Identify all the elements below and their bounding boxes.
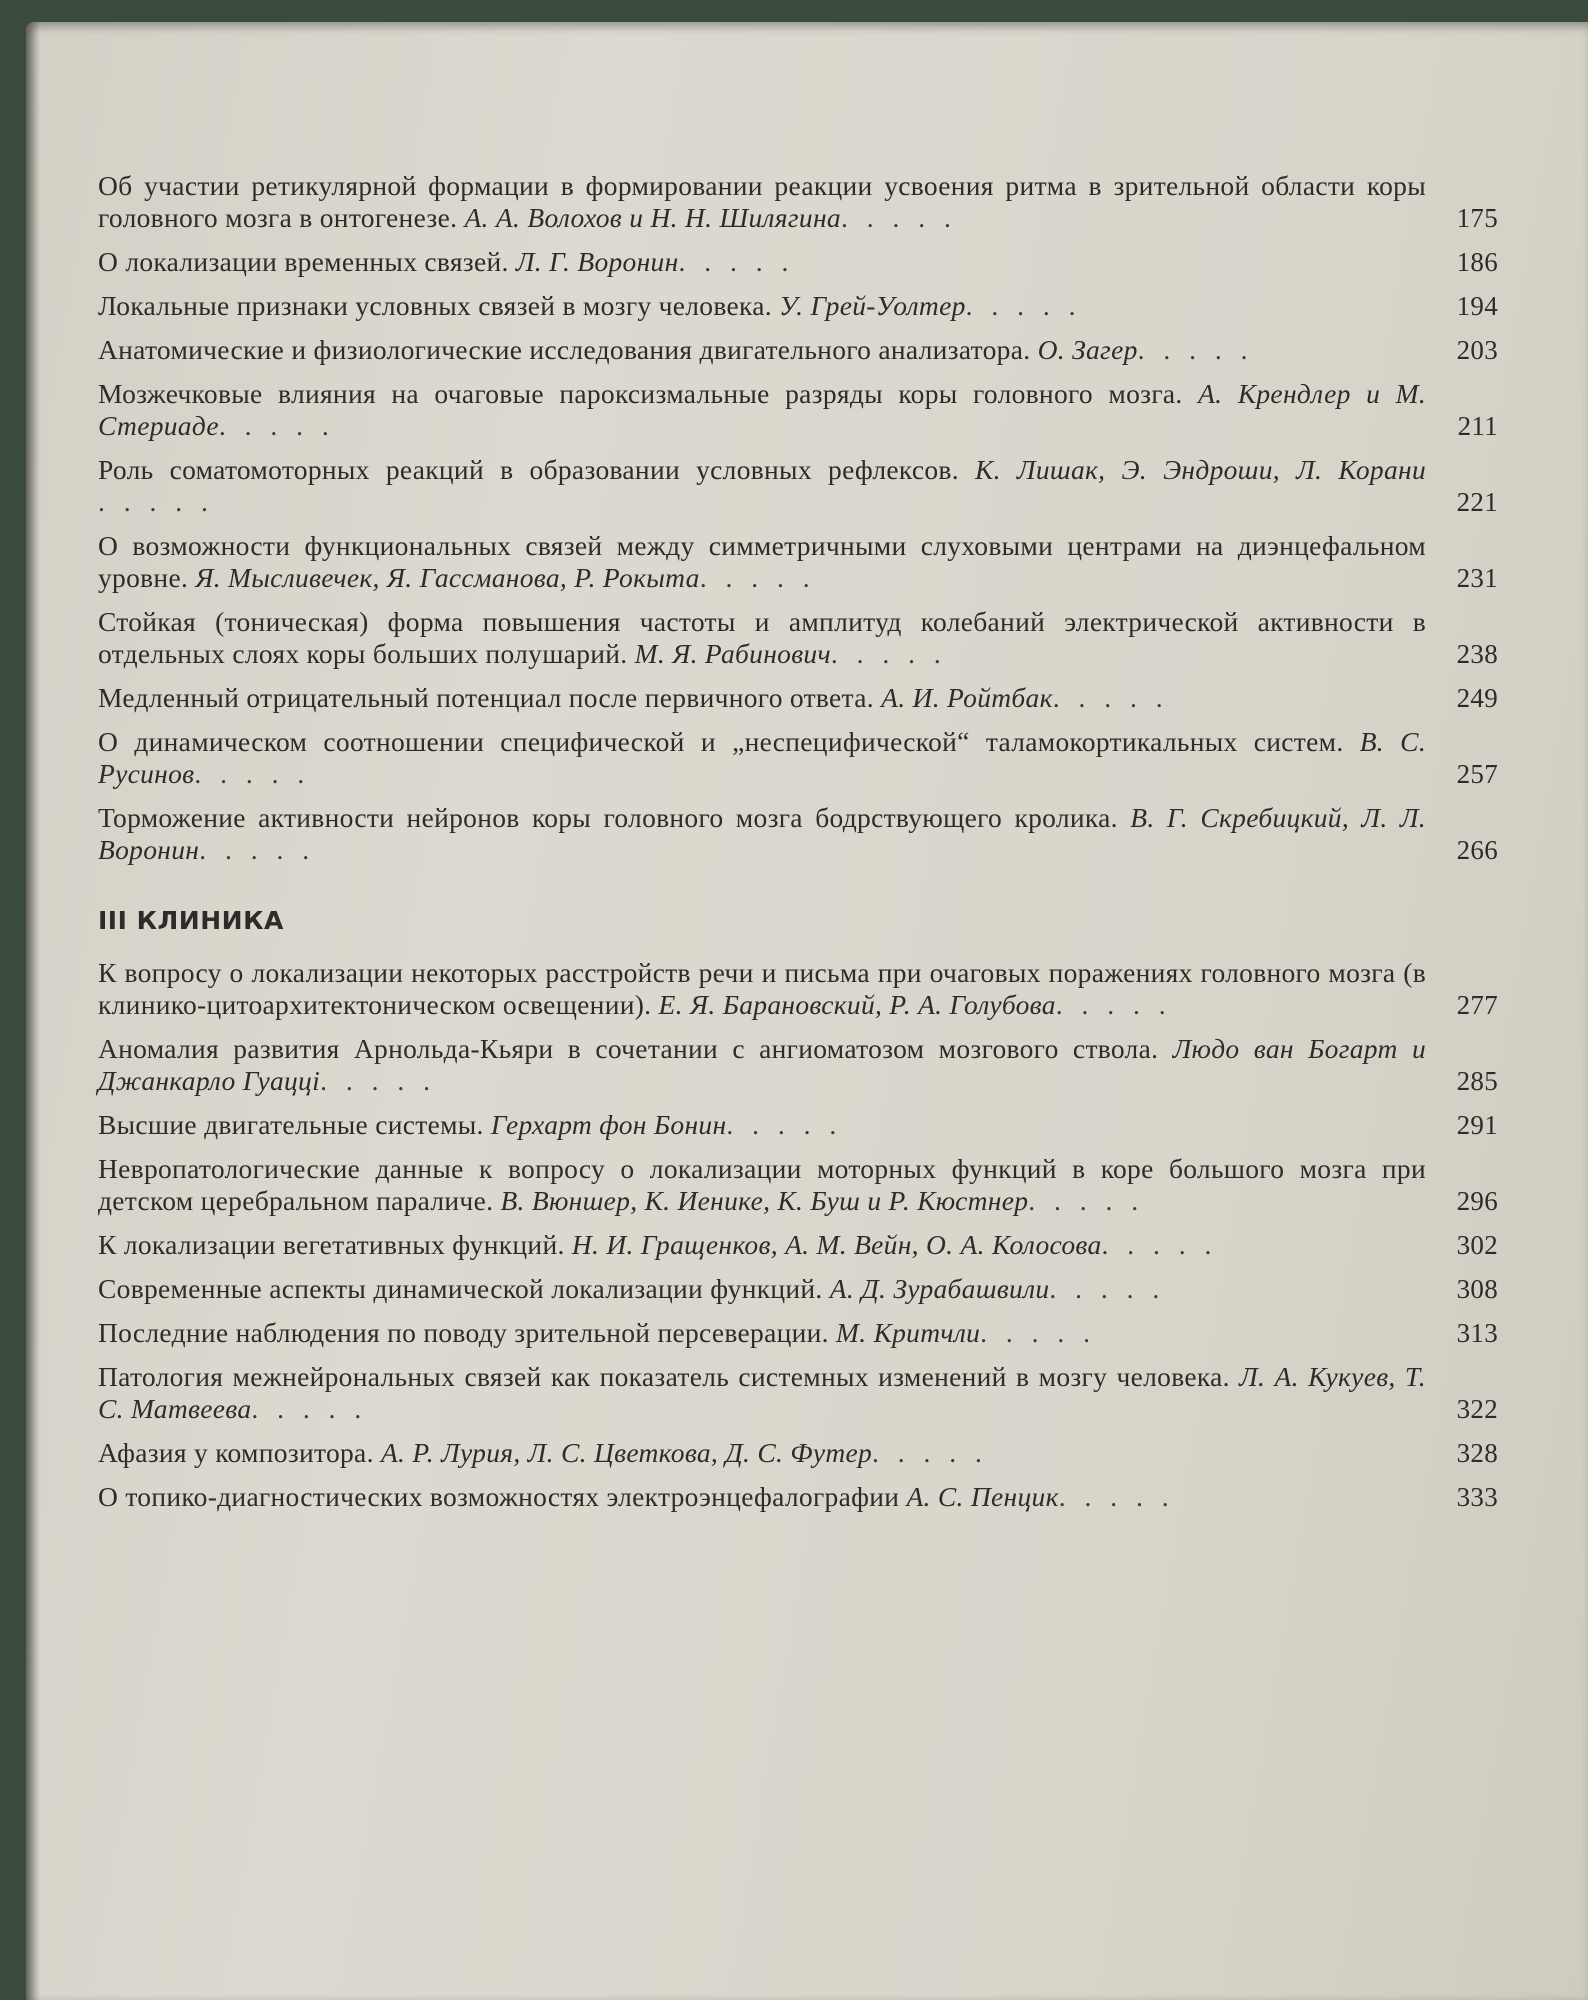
toc-entry-authors: В. Вюншер, К. Иенике, К. Буш и Р. Кюстнер <box>500 1185 1029 1216</box>
toc-entry-page-number: 221 <box>1456 487 1498 517</box>
toc-entry-page-number: 322 <box>1456 1394 1498 1424</box>
toc-entry <box>98 1033 1498 1097</box>
toc-entry-title: О топико-диагностических возможностях электроэнцефалографии <box>98 1481 900 1512</box>
dot-leader: . . . . . <box>1137 334 1254 365</box>
toc-entry-page-number: 285 <box>1456 1066 1498 1096</box>
toc-entry-title: Локальные признаки условных связей в мозгу человека. <box>98 290 772 321</box>
dot-leader: . . . . . <box>1049 1273 1166 1304</box>
toc-entry <box>98 170 1498 234</box>
toc-entry <box>98 1481 1498 1513</box>
toc-entry-title: Медленный отрицательный потенциал после первичного ответа. <box>98 682 874 713</box>
dot-leader: . . . . . <box>980 1317 1097 1348</box>
toc-entry <box>98 1153 1498 1217</box>
toc-entry-authors: А. А. Волохов и Н. Н. Шилягина <box>464 202 841 233</box>
dot-leader: . . . . . <box>840 202 957 233</box>
toc-entry-text <box>98 530 1448 594</box>
dot-leader: . . . . . <box>872 1437 988 1468</box>
toc-entry-text <box>98 1437 1448 1469</box>
toc-entry-text <box>98 1109 1448 1141</box>
dot-leader: . . . . . <box>1058 1481 1175 1512</box>
section-heading: III КЛИНИКА <box>98 906 284 935</box>
toc-entry-authors: Я. Мысливечек, Я. Гассманова, Р. Рокыта <box>195 562 700 593</box>
toc-entry-text <box>98 802 1448 866</box>
toc-entry-text <box>98 1481 1448 1513</box>
toc-entry-text <box>98 454 1448 518</box>
toc-entry-text <box>98 334 1448 366</box>
toc-entry <box>98 1317 1498 1349</box>
toc-entry-page-number: 211 <box>1457 411 1498 441</box>
toc-entry-authors: Н. И. Гращенков, А. М. Вейн, О. А. Колосова <box>571 1229 1102 1260</box>
toc-entry-title: К вопросу о локализации некоторых расстройств речи и письма при очаговых поражениях головного мозга (в клинико-цитоархитектоническом освещении). <box>98 957 1426 1020</box>
toc-entry-authors: Е. Я. Барановский, Р. А. Голубова <box>658 989 1056 1020</box>
toc-entry <box>98 1437 1498 1469</box>
toc-entry <box>98 1273 1498 1305</box>
toc-entry <box>98 802 1498 866</box>
toc-entry <box>98 682 1498 714</box>
toc-entry <box>98 726 1498 790</box>
toc-entry-title: Афазия у композитора. <box>98 1437 374 1468</box>
toc-entry <box>98 530 1498 594</box>
toc-entry-page-number: 266 <box>1456 835 1498 865</box>
toc-entry-text <box>98 606 1448 670</box>
toc-entry-authors: Герхарт фон Бонин <box>490 1109 727 1140</box>
dot-leader: . . . . . <box>194 758 311 789</box>
toc-entry-title: Мозжечковые влияния на очаговые пароксизмальные разряды коры головного мозга. <box>98 378 1183 409</box>
toc-entry-title: К локализации вегетативных функций. <box>98 1229 565 1260</box>
toc-entry <box>98 957 1498 1021</box>
toc-entry-title: О локализации временных связей. <box>98 246 509 277</box>
toc-entry-text <box>98 1033 1448 1097</box>
toc-entry-text <box>98 246 1448 278</box>
book-page <box>26 22 1588 2000</box>
toc-entry-page-number: 194 <box>1456 291 1498 321</box>
toc-entry-title: Современные аспекты динамической локализации функций. <box>98 1273 823 1304</box>
toc-entry-text <box>98 1361 1448 1425</box>
dot-leader: . . . . . <box>98 486 214 517</box>
dot-leader: . . . . . <box>251 1393 368 1424</box>
toc-entry-authors: Л. Г. Воронин <box>515 246 679 277</box>
toc-entry-page-number: 313 <box>1456 1318 1498 1348</box>
toc-entry <box>98 1229 1498 1261</box>
toc-entry-page-number: 328 <box>1456 1438 1498 1468</box>
toc-entry-authors: Людо ван Богарт и Джанкарло Гуаццi <box>98 1033 1426 1096</box>
toc-entry-page-number: 291 <box>1456 1110 1498 1140</box>
toc-entry-authors: А. Крендлер и М. Стериаде <box>98 378 1426 441</box>
toc-entry-page-number: 257 <box>1456 759 1498 789</box>
toc-entry <box>98 378 1498 442</box>
toc-entry <box>98 454 1498 518</box>
table-of-contents <box>98 170 1498 1525</box>
toc-entry-title: Аномалия развития Арнольда-Кьяри в сочетании с ангиоматозом мозгового ствола. <box>98 1033 1159 1064</box>
toc-entry-page-number: 186 <box>1456 247 1498 277</box>
toc-entry-text <box>98 378 1448 442</box>
toc-entry-authors: А. И. Ройтбак <box>881 682 1053 713</box>
toc-entry-authors: А. Д. Зурабашвили <box>829 1273 1050 1304</box>
toc-entry-page-number: 302 <box>1456 1230 1498 1260</box>
dot-leader: . . . . . <box>320 1065 436 1096</box>
toc-entry-title: Торможение активности нейронов коры головного мозга бодрствующего кролика. <box>98 802 1118 833</box>
toc-entry-authors: А. Р. Лурия, Л. С. Цветкова, Д. С. Футер <box>380 1437 873 1468</box>
toc-entry <box>98 246 1498 278</box>
dot-leader: . . . . . <box>726 1109 843 1140</box>
toc-entry <box>98 334 1498 366</box>
toc-entry-page-number: 238 <box>1456 639 1498 669</box>
toc-entry <box>98 606 1498 670</box>
dot-leader: . . . . . <box>1028 1185 1145 1216</box>
toc-entry-authors: А. С. Пенцик <box>906 1481 1059 1512</box>
toc-entry-page-number: 308 <box>1456 1274 1498 1304</box>
dot-leader: . . . . . <box>199 834 316 865</box>
toc-entry-authors: М. Критчли <box>836 1317 981 1348</box>
toc-entry-authors: Л. А. Кукуев, Т. С. Матвеева <box>98 1361 1426 1424</box>
dot-leader: . . . . . <box>1101 1229 1218 1260</box>
toc-entry-page-number: 203 <box>1456 335 1498 365</box>
toc-entry-authors: М. Я. Рабинович <box>634 638 831 669</box>
toc-entry-authors: В. С. Русинов <box>98 726 1426 789</box>
toc-entry-page-number: 277 <box>1456 990 1498 1020</box>
toc-entry-text <box>98 1317 1448 1349</box>
dot-leader: . . . . . <box>965 290 1082 321</box>
toc-entry-authors: К. Лишак, Э. Эндроши, Л. Корани <box>975 454 1426 485</box>
toc-entry-title: Высшие двигательные системы. <box>98 1109 484 1140</box>
toc-entry-authors: О. Загер <box>1037 334 1138 365</box>
toc-entry-title: Невропатологические данные к вопросу о локализации моторных функций в коре большого мозга при детском церебральном параличе. <box>98 1153 1426 1216</box>
dot-leader: . . . . . <box>1052 682 1169 713</box>
toc-entry-page-number: 231 <box>1456 563 1498 593</box>
toc-entry-text <box>98 170 1448 234</box>
dot-leader: . . . . . <box>699 562 816 593</box>
toc-entry <box>98 290 1498 322</box>
toc-entry-title: Об участии ретикулярной формации в формировании реакции усвоения ритма в зрительной области коры головного мозга в онтогенезе. <box>98 170 1426 233</box>
toc-entry-title: Последние наблюдения по поводу зрительной персеверации. <box>98 1317 829 1348</box>
toc-entry-authors: У. Грей-Уолтер <box>779 290 966 321</box>
toc-entry-title: Роль соматомоторных реакций в образовании условных рефлексов. <box>98 454 959 485</box>
dot-leader: . . . . . <box>678 246 795 277</box>
toc-entry <box>98 1361 1498 1425</box>
toc-entry-page-number: 296 <box>1456 1186 1498 1216</box>
toc-entry-text <box>98 1229 1448 1261</box>
toc-entry-title: Стойкая (тоническая) форма повышения частоты и амплитуд колебаний электрической активности в отдельных слоях коры больших полушарий. <box>98 606 1426 669</box>
toc-entry-page-number: 249 <box>1456 683 1498 713</box>
dot-leader: . . . . . <box>218 410 335 441</box>
toc-entry-text <box>98 1273 1448 1305</box>
toc-entry-title: О возможности функциональных связей между симметричными слуховыми центрами на диэнцефальном уровне. <box>98 530 1426 593</box>
toc-list-bottom <box>98 957 1498 1513</box>
toc-entry-page-number: 333 <box>1456 1482 1498 1512</box>
toc-entry <box>98 1109 1498 1141</box>
toc-entry-text <box>98 682 1448 714</box>
toc-entry-page-number: 175 <box>1456 203 1498 233</box>
toc-entry-title: Патология межнейрональных связей как показатель системных изменений в мозгу человека. <box>98 1361 1230 1392</box>
toc-list-top <box>98 170 1498 866</box>
dot-leader: . . . . . <box>830 638 947 669</box>
toc-entry-title: О динамическом соотношении специфической и „неспецифической“ таламокортикальных систем. <box>98 726 1344 757</box>
toc-entry-text <box>98 726 1448 790</box>
toc-entry-text <box>98 1153 1448 1217</box>
toc-entry-title: Анатомические и физиологические исследования двигательного анализатора. <box>98 334 1031 365</box>
toc-entry-authors: В. Г. Скребицкий, Л. Л. Воронин <box>98 802 1426 865</box>
toc-entry-text <box>98 290 1448 322</box>
toc-entry-text <box>98 957 1448 1021</box>
page-edge-shadow <box>26 22 40 2000</box>
dot-leader: . . . . . <box>1055 989 1172 1020</box>
